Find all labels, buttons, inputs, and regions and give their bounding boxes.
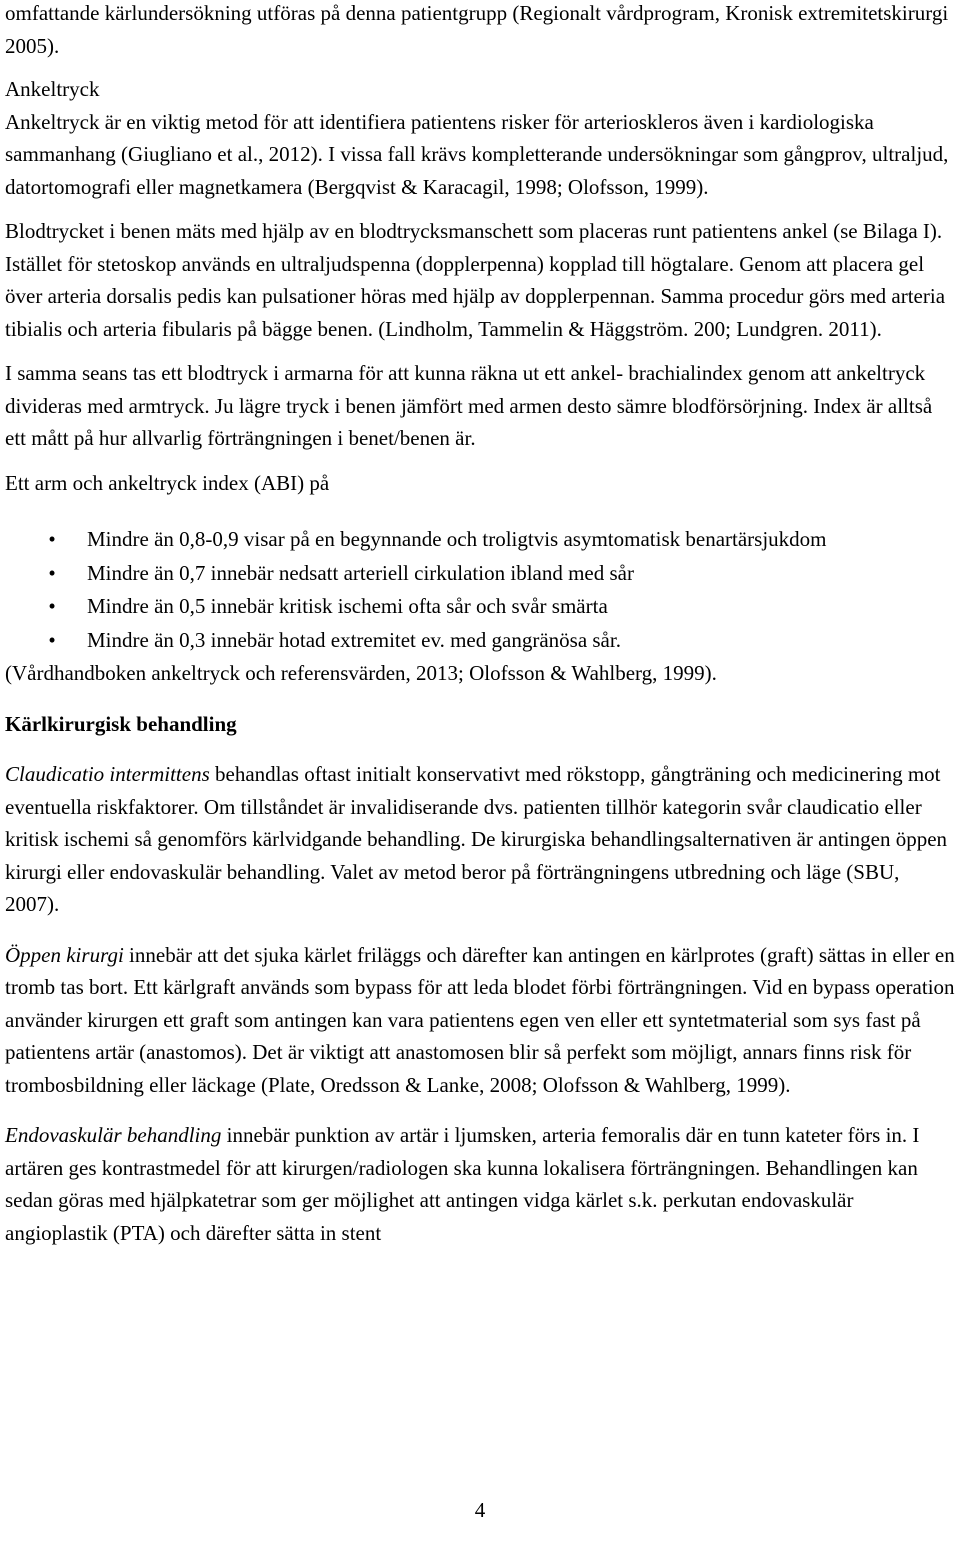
section-heading-karlkirurgisk: Kärlkirurgisk behandling — [5, 711, 237, 736]
paragraph-blood-pressure-measurement: Blodtrycket i benen mäts med hjälp av en blodtrycksmanschett som placeras runt patientens ankel (se Bilaga I). Istället för stetoskop används en ultraljudspenna (dopplerpenna) kopplad till högtalare. Genom att placera gel över arteria dorsalis pedis kan pulsationer höras med hjälp av dopplerpennan. Samma procedur görs med arteria tibialis och arteria fibularis på bägge benen. (Lindholm, Tammelin & Häggström. 200; Lundgren. 2011). — [5, 219, 946, 341]
term-claudicatio: Claudicatio intermittens — [5, 762, 210, 786]
paragraph-endovaskular — [5, 1119, 957, 1249]
bullet-icon: • — [48, 560, 56, 585]
list-item-text: Mindre än 0,3 innebär hotad extremitet ev. med gangränösa sår. — [87, 627, 621, 652]
paragraph-intro-continuation: omfattande kärlundersökning utföras på denna patientgrupp (Regionalt vårdprogram, Kronisk extremitetskirurgi 2005). — [5, 1, 949, 58]
list-item — [5, 557, 957, 590]
paragraph-oppen-kirurgi — [5, 939, 957, 1102]
subheading-ankeltryck: Ankeltryck — [5, 77, 100, 101]
paragraph-claudicatio-text: behandlas oftast initialt konservativt med rökstopp, gångträning och medicinering mot eventuella riskfaktorer. Om tillståndet är invalidiserande dvs. patienten tillhör kategorin svår claudicatio eller kritisk ischemi så genomförs kärlvidgande behandling. De kirurgiska behandlingsalternativen är antingen öppen kirurgi eller endovaskulär behandling. Valet av metod beror på förträngningens utbredning och läge (SBU, 2007). — [5, 762, 948, 916]
bullet-icon: • — [48, 527, 56, 551]
paragraph-endovaskular-text: innebär punktion av artär i ljumsken, arteria femoralis där en tunn kateter förs in. I artären ges kontrastmedel för att kirurgen/radiologen ska kunna lokalisera förträngningen. Behandlingen kan sedan göras med hjälpkatetrar som ger möjlighet att antingen vidga kärlet s.k. perkutan endovaskulär angioplastik (PTA) och därefter sätta in stent — [5, 1123, 920, 1245]
paragraph-claudicatio — [5, 758, 957, 921]
bullet-icon: • — [48, 627, 56, 652]
page-number: 4 — [474, 1498, 486, 1522]
paragraph-oppen-kirurgi-text: innebär att det sjuka kärlet friläggs och därefter kan antingen en kärlprotes (graft) sättas in eller en tromb tas bort. Ett kärlgraft används som bypass för att leda blodet förbi förträngningen. Vid en bypass operation använder kirurgen ett graft som antingen kan vara patientens egen ven eller ett syntetmaterial som sys fast på patientens artär (anastomos). Det är viktigt att anastomosen blir så perfekt som möjligt, annars finns risk för trombosbildning eller läckage (Plate, Oredsson & Lanke, 2008; Olofsson & Wahlberg, 1999). — [5, 942, 955, 1097]
term-oppen-kirurgi: Öppen kirurgi — [5, 942, 124, 967]
abi-source-citation: (Vårdhandboken ankeltryck och referensvärden, 2013; Olofsson & Wahlberg, 1999). — [5, 661, 717, 685]
list-item — [5, 624, 957, 657]
document-page — [5, 0, 957, 1249]
abi-list — [5, 523, 957, 656]
list-item-text: Mindre än 0,5 innebär kritisk ischemi ofta sår och svår smärta — [87, 594, 608, 618]
list-item — [5, 590, 957, 623]
list-item-text: Mindre än 0,7 innebär nedsatt arteriell cirkulation ibland med sår — [87, 560, 634, 585]
bullet-icon: • — [48, 594, 56, 618]
paragraph-brachial-index: I samma seans tas ett blodtryck i armarna för att kunna räkna ut ett ankel- brachialindex genom att ankeltryck divideras med armtryck. Ju lägre tryck i benen jämfört med armen desto sämre blodförsörjning. Index är alltså ett mått på hur allvarlig förträngningen i benet/benen är. — [5, 361, 933, 450]
paragraph-ankeltryck-method: Ankeltryck är en viktig metod för att identifiera patientens risker för arterioskleros även i kardiologiska sammanhang (Giugliano et al., 2012). I vissa fall krävs kompletterande undersökningar som gångprov, ultraljud, datortomografi eller magnetkamera (Bergqvist & Karacagil, 1998; Olofsson, 1999). — [5, 109, 949, 199]
term-endovaskular: Endovaskulär behandling — [5, 1123, 222, 1147]
abi-intro: Ett arm och ankeltryck index (ABI) på — [5, 470, 330, 495]
list-item-text: Mindre än 0,8-0,9 visar på en begynnande och troligtvis asymtomatisk benartärsjukdom — [87, 527, 827, 551]
list-item — [5, 523, 957, 556]
